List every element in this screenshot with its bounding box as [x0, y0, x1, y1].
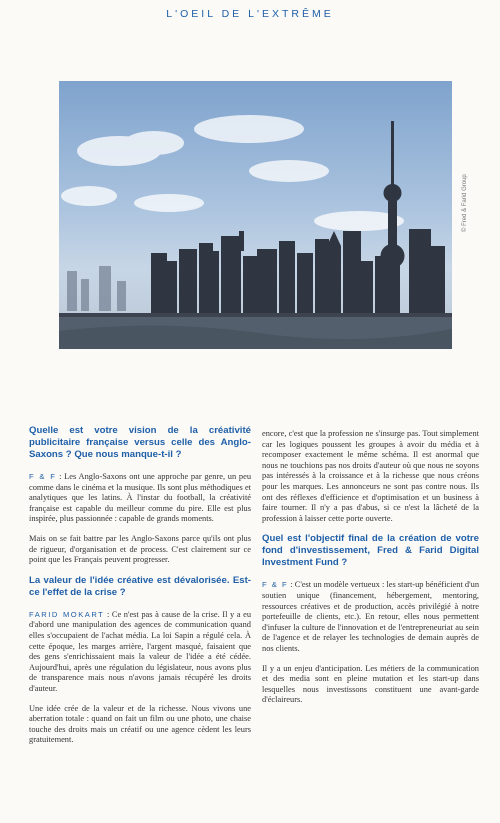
answer-text: : Les Anglo-Saxons ont une approche par genre, un peu comme dans le cinéma et la musique. Ils sont plus méthodiques et analytiques que les latins. À l'instar du football, la créativité française est capable du meilleur comme du pire. Elle est plus inspirée, plus passionnée : capable de grands moments. [29, 472, 252, 524]
section-header: L'OEIL DE L'EXTRÊME [166, 8, 334, 20]
body-paragraph: encore, c'est que la profession ne s'insurge pas. Tout simplement car les logiques poussent les groupes à avoir du média et à recomposer exactement le même schéma. Il est anormal que nous ne touchions pas nos droits d'auteur où que nous ne soyons pas intéressés à la croissance et à la richesse que nous créons pour les marques. Les annonceurs ne sont pas contre nous. Ils ont des réflexes d'efficience et d'optimisation et un business à faire tourner. Il n'y a pas d'abus, si ce n'est la lâcheté de la profession à laisser cette porte ouverte. [262, 429, 479, 523]
body-paragraph: Il y a un enjeu d'anticipation. Les métiers de la communication et des media sont en pleine mutation et les start-up dans lesquelles nous investissons constituent une avant-garde d'éclaireurs. [262, 663, 479, 705]
photo-credit: © Fred & Farid Group [462, 174, 468, 232]
body-paragraph: Mais on se fait battre par les Anglo-Saxons parce qu'ils ont plus de rigueur, d'organisation et de process. C'est clairement sur ce point que les Français peuvent progresser. [29, 533, 251, 565]
answer-paragraph [29, 610, 251, 695]
question-heading: Quel est l'objectif final de la création de votre fond d'investissement, Fred & Farid Digital Investment Fund ? [262, 533, 479, 569]
answer-paragraph [262, 580, 479, 654]
speaker-name: F & F [262, 580, 289, 590]
speaker-name: F & F [29, 472, 57, 481]
answer-text: : Ce n'est pas à cause de la crise. Il y a eu d'abord une manipulation des agences de communication quand elles s'occupaient de l'achat média. La loi Sapin a régulé cela. À cette époque, les marges arrière, l'argent masqué, faisaient que des gens s'enrichissaient mais la valeur de l'idée a été cédée. Aujourd'hui, après une régulation du législateur, nous avons plus de transparence mais nous n'avons jamais récupéré les droits d'auteur. [29, 609, 252, 693]
question-heading: Quelle est votre vision de la créativité publicitaire française versus celle des Anglo-Saxons ? Que nous manque-t-il ? [29, 425, 251, 460]
answer-paragraph [29, 472, 251, 525]
skyline-photo [59, 81, 452, 349]
answer-text: : C'est un modèle vertueux : les start-up bénéficient d'un soutien unique (financement, hébergement, mentoring, ressources créatives et de production, accès privilégié à notre portefeuille de clients, etc.). En retour, elles nous permettent d'infuser la culture de l'innovation et de l'entrepreneuriat au sein de l'agence et de relayer les technologies de demain auprès de nos clients. [262, 580, 480, 653]
body-paragraph: Une idée crée de la valeur et de la richesse. Nous vivons une aberration totale : quand on fait un film ou une photo, une chaise touche des droits mais un créatif ou une agence cèdent les leurs gratuitement. [29, 703, 251, 745]
question-heading: La valeur de l'idée créative est dévalorisée. Est-ce l'effet de la crise ? [29, 574, 251, 598]
article-column-right [262, 429, 479, 715]
article-column-left [29, 425, 251, 755]
speaker-name: FARID MOKART [29, 609, 105, 619]
